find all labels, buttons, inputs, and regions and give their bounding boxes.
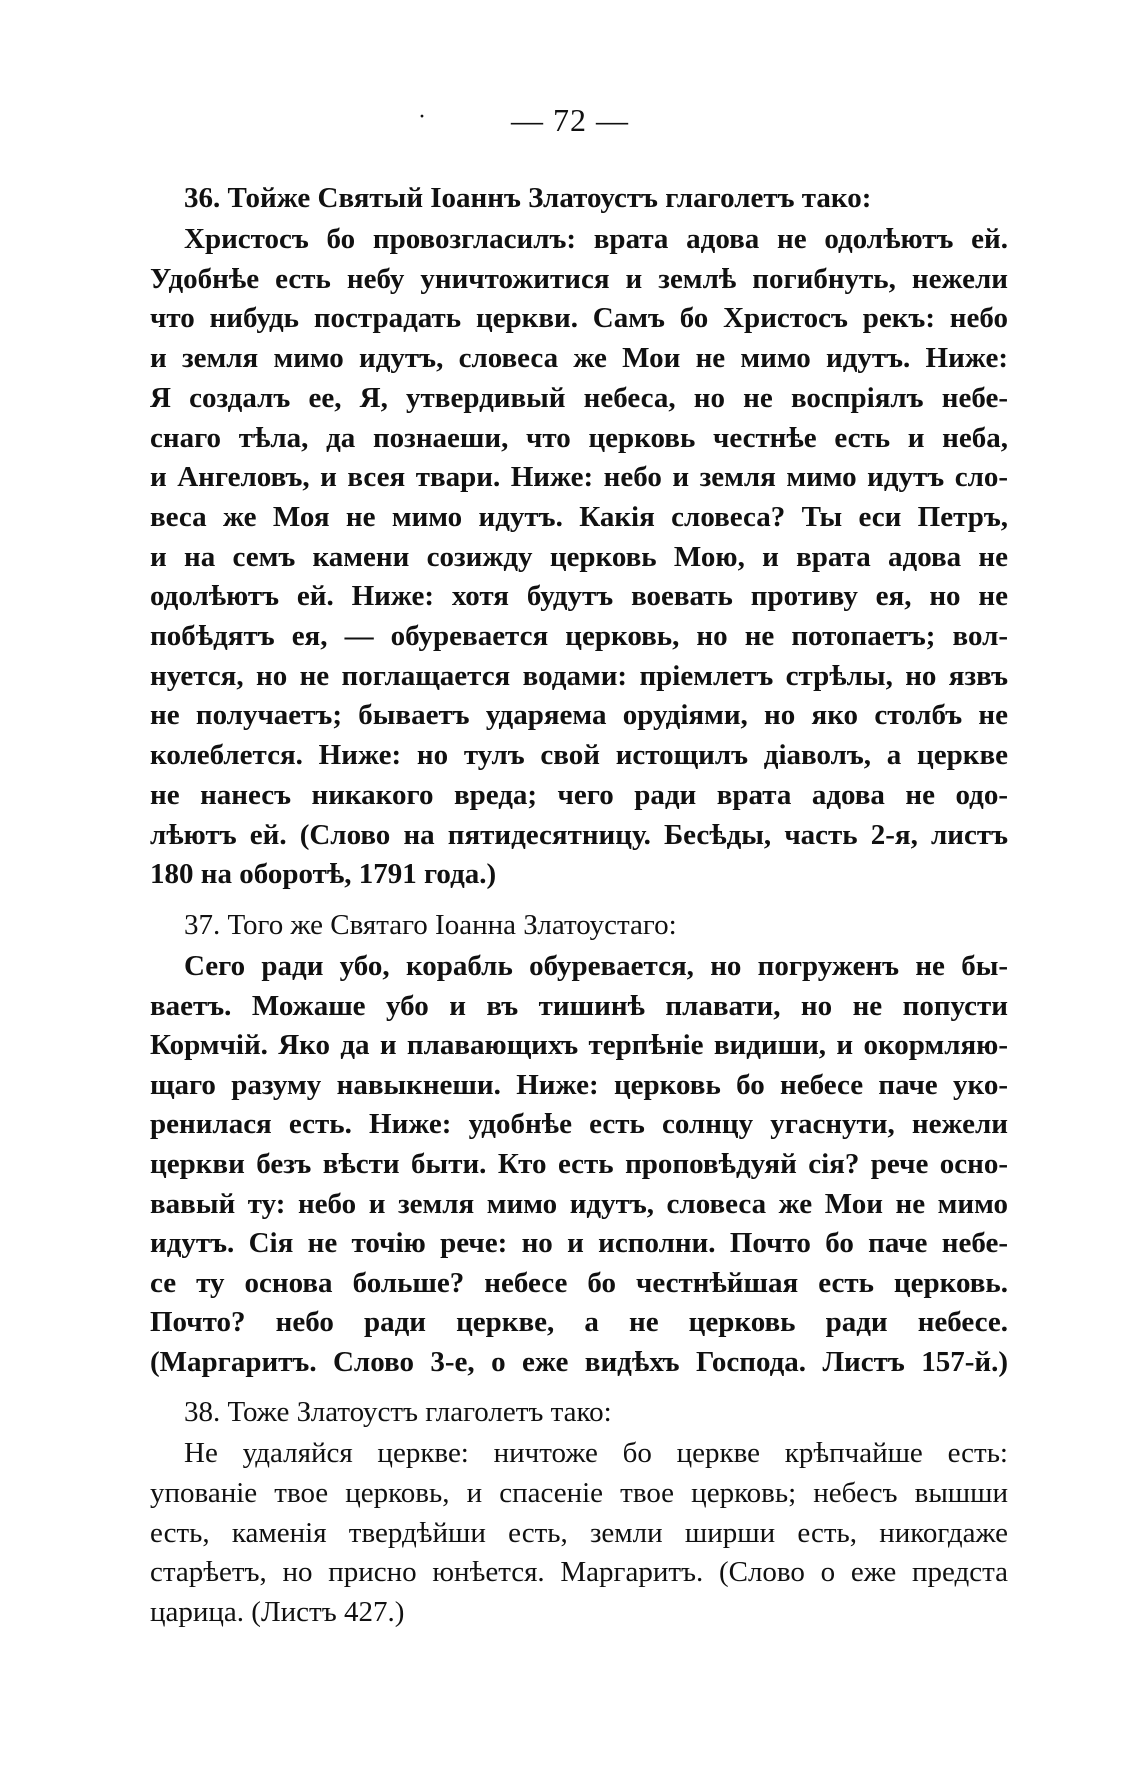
text-line: и на семъ камени созижду церковь Мою, и врата адова не <box>150 540 1008 573</box>
text-line: идутъ. Сія не точію рече: но и исполни. Почто бо паче небе- <box>150 1227 1008 1260</box>
section-heading: 36. Тойже Святый Іоаннъ Златоустъ глаголетъ тако: <box>184 182 872 214</box>
text-line: старѣетъ, но присно юнѣется. Маргаритъ. (Слово о еже предста <box>150 1556 1008 1589</box>
text-line: снаго тѣла, да познаеши, что церковь честнѣе есть и неба, <box>150 421 1008 454</box>
text-line: Не удаляйся церкве: ничтоже бо церкве крѣпчайше есть: <box>184 1437 1008 1470</box>
text-line: одолѣютъ ей. Ниже: хотя будутъ воевать противу ея, но не <box>150 580 1008 613</box>
text-line: не нанесъ никакого вреда; чего ради врата адова не одо- <box>150 778 1008 811</box>
text-line: и земля мимо идутъ, словеса же Мои не мимо идутъ. Ниже: <box>150 342 1008 375</box>
text-line: лѣютъ ей. (Слово на пятидесятницу. Бесѣды, часть 2-я, листъ <box>150 818 1008 851</box>
text-line: Удобнѣе есть небу уничтожитися и землѣ погибнуть, нежели <box>150 262 1008 295</box>
page-number: — 72 — <box>511 102 629 138</box>
text-line: нуется, но не поглащается водами: пріемлетъ стрѣлы, но язвъ <box>150 659 1008 692</box>
section-heading: 38. Тоже Златоустъ глаголетъ тако: <box>184 1396 612 1429</box>
section-heading: 37. Того же Святаго Іоанна Златоустаго: <box>184 908 677 941</box>
text-line: ваетъ. Можаше убо и въ тишинѣ плавати, но не попусти <box>150 989 1008 1022</box>
section-37 <box>150 903 1008 1383</box>
text-line: побѣдятъ ея, — обуревается церковь, но не потопаетъ; вол- <box>150 620 1008 653</box>
text-line: 180 на оборотѣ, 1791 года.) <box>150 858 497 891</box>
text-line: колеблется. Ниже: но тулъ свой истощилъ діаволъ, а церкве <box>150 739 1008 772</box>
text-line: упованіе твое церковь, и спасеніе твое церковь; небесъ вышши <box>150 1477 1008 1510</box>
text-line: щаго разуму навыкнеши. Ниже: церковь бо небесе паче уко- <box>150 1068 1008 1101</box>
text-line: веса же Моя не мимо идутъ. Какія словеса? Ты еси Петръ, <box>150 500 1008 533</box>
text-line: вавый ту: небо и земля мимо идутъ, словеса же Мои не мимо <box>150 1187 1008 1220</box>
text-line: царица. (Листъ 427.) <box>150 1595 405 1628</box>
text-line: что нибудь пострадать церкви. Самъ бо Христосъ рекъ: небо <box>150 302 1008 335</box>
section-38 <box>150 1390 1008 1632</box>
text-line: Я создалъ ее, Я, утвердивый небеса, но не воспріялъ небе- <box>150 381 1008 414</box>
text-line: церкви безъ вѣсти быти. Кто есть проповѣдуяй сія? рече осно- <box>150 1147 1008 1180</box>
section-36 <box>150 176 1008 895</box>
text-line: есть, каменія твердѣйши есть, земли ширши есть, никогдаже <box>150 1516 1008 1549</box>
text-column <box>150 170 1008 1632</box>
text-line: не получаетъ; бываетъ ударяема орудіями, но яко столбъ не <box>150 699 1008 732</box>
text-line: Почто? небо ради церкве, а не церковь ради небесе. <box>150 1306 1008 1339</box>
text-line: Кормчій. Яко да и плавающихъ терпѣніе видиши, и окормляю- <box>150 1029 1008 1062</box>
text-line: Христосъ бо провозгласилъ: врата адова не одолѣютъ ей. <box>184 223 1008 255</box>
text-line: и Ангеловъ, и всея твари. Ниже: небо и земля мимо идутъ сло- <box>150 461 1008 494</box>
text-line: се ту основа больше? небесе бо честнѣйшая есть церковь. <box>150 1266 1008 1299</box>
text-line: (Маргаритъ. Слово 3-е, о еже видѣхъ Господа. Листъ 157-й.) <box>150 1345 1008 1378</box>
text-line: Сего ради убо, корабль обуревается, но погруженъ не бы- <box>184 949 1008 982</box>
text-line: ренилася есть. Ниже: удобнѣе есть солнцу угаснути, нежели <box>150 1108 1008 1141</box>
page-dot-mark: · <box>418 104 426 130</box>
